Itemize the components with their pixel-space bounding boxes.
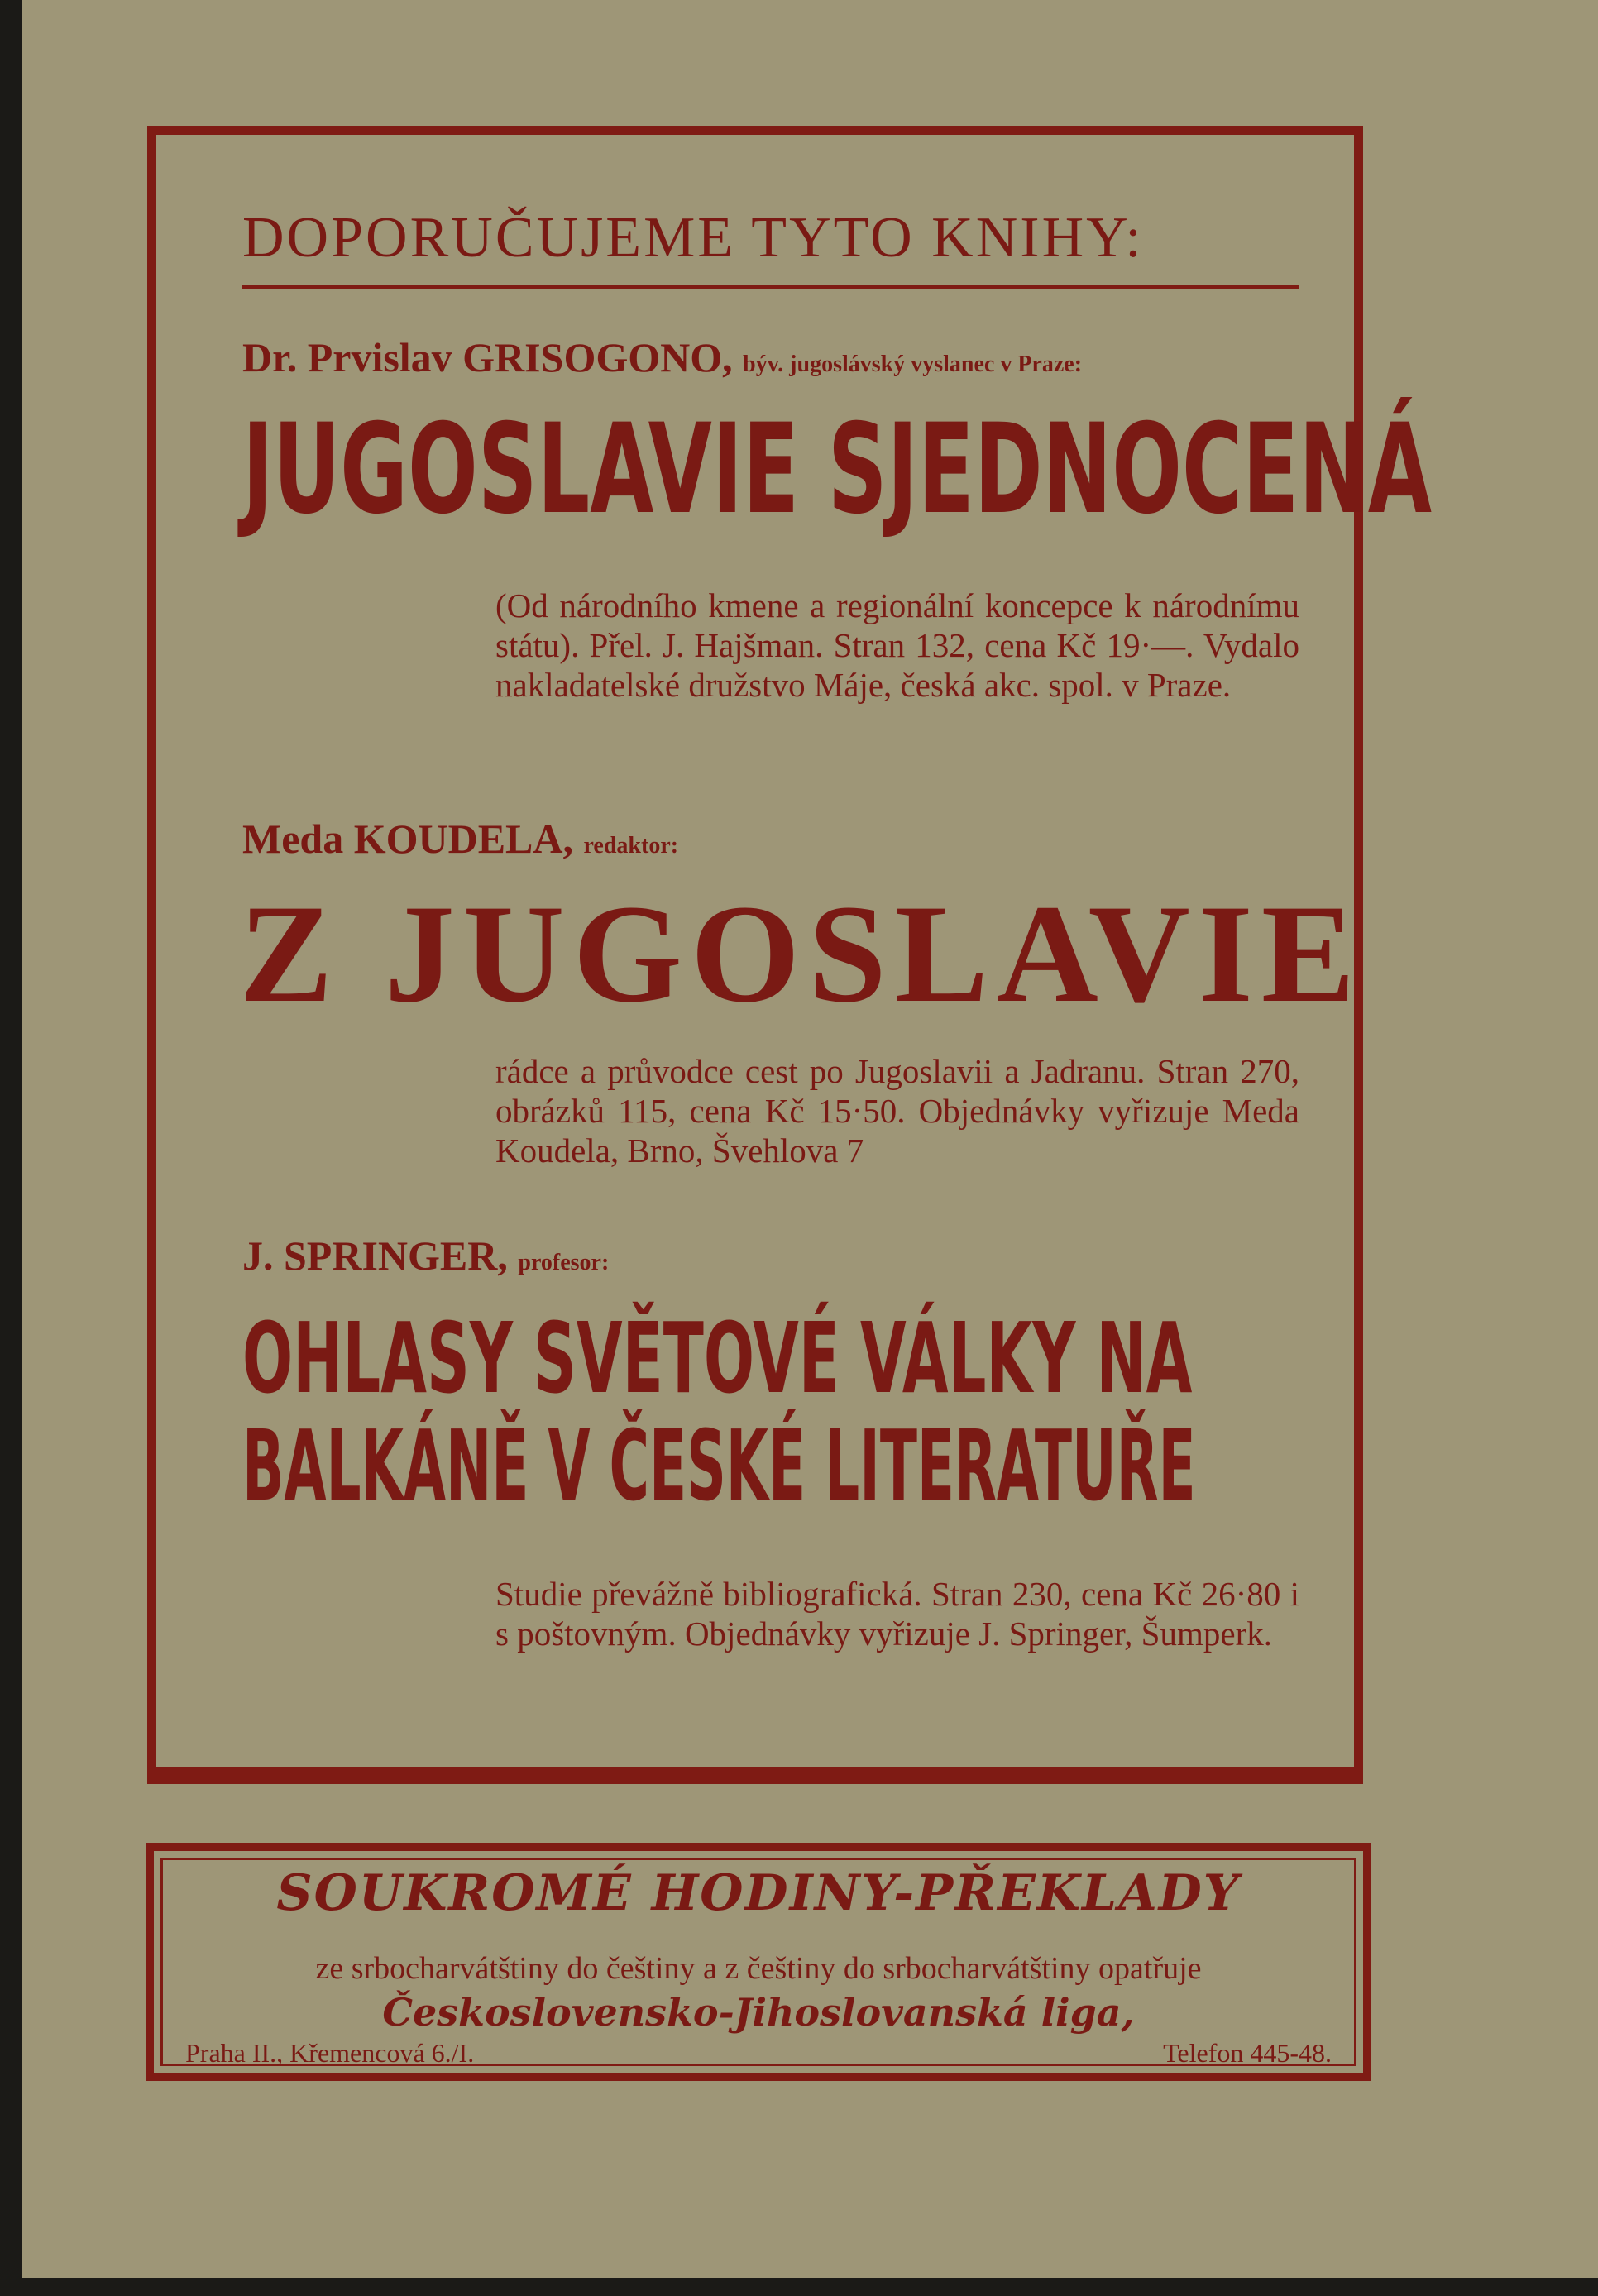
liga-service-line: ze srbocharvátštiny do češtiny a z češtiny do srbocharvátštiny opatřuje (315, 1951, 1202, 1986)
book-3-author: J. SPRINGER, (242, 1232, 508, 1279)
liga-phone: Telefon 445-48. (1163, 2038, 1332, 2068)
book-advert-box (147, 126, 1433, 1777)
book-3-role: profesor: (518, 1250, 610, 1275)
book-1-description: (Od národního kmene a regionální koncepce k národnímu státu). Přel. J. Hajšman. Stran 132, cena Kč 19·—. Vydalo nakladatelské družstvo Máje, česká akc. spol. v Praze. (495, 586, 1299, 704)
book-2-author: Meda KOUDELA, (242, 816, 573, 862)
liga-organization: Československo-Jihoslovanská liga, (382, 1990, 1135, 2035)
liga-advert-box (146, 1843, 1371, 2081)
page-heading: DOPORUČUJEME TYTO KNIHY: (242, 206, 1144, 270)
book-3-author-line (242, 1232, 609, 1280)
book-1-role: býv. jugoslávský vyslanec v Praze: (743, 352, 1083, 377)
book-1-author: Dr. Prvislav GRISOGONO, (242, 334, 733, 380)
book-3-title-line-2: BALKÁNĚ V ČESKÉ LITERATUŘE (242, 1409, 1196, 1523)
book-1-title: JUGOSLAVIE SJEDNOCENÁ (242, 398, 1433, 542)
book-2-role: redaktor: (583, 833, 679, 859)
book-2-author-line (242, 815, 678, 863)
book-3-title-line-1: OHLASY SVĚTOVÉ VÁLKY NA (242, 1301, 1193, 1415)
box-shadow (147, 1777, 1363, 1784)
book-1-author-line (242, 333, 1082, 381)
liga-headline: SOUKROMÉ HODINY-PŘEKLADY (276, 1864, 1241, 1922)
page-edge-left (0, 0, 22, 2296)
book-2-title: Z JUGOSLAVIE (239, 876, 1364, 1031)
page-edge-bottom (0, 2278, 1598, 2296)
liga-address: Praha II., Křemencová 6./I. (185, 2038, 475, 2068)
heading-rule (242, 285, 1299, 289)
book-2-description: rádce a průvodce cest po Jugoslavii a Jadranu. Stran 270, obrázků 115, cena Kč 15·50. Objednávky vyřizuje Meda Koudela, Brno, Švehlova 7 (495, 1052, 1299, 1170)
book-3-description: Studie převážně bibliografická. Stran 230, cena Kč 26·80 i s poštovným. Objednávky vyřizuje J. Springer, Šumperk. (495, 1575, 1299, 1653)
